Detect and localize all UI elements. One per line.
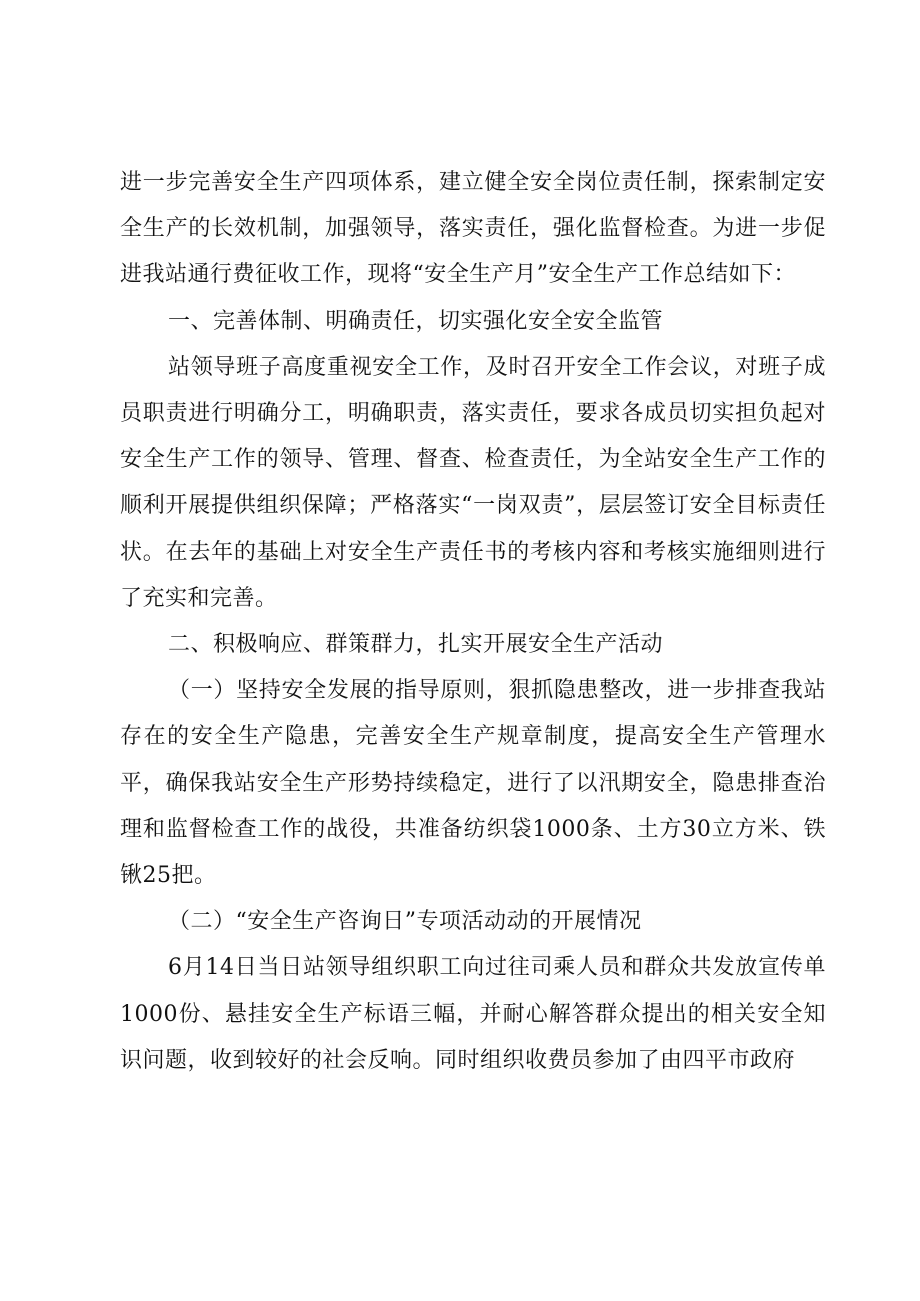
subsection-1-paragraph: （一）坚持安全发展的指导原则，狠抓隐患整改，进一步排查我站存在的安全生产隐患，完善安全生产规章制度，提高安全生产管理水平，确保我站安全生产形势持续稳定，进行了以汛期安全，隐患排查治理和监督检查工作的战役，共准备纺织袋1000条、土方30立方米、铁锹25把。 — [120, 678, 826, 889]
intro-paragraph: 进一步完善安全生产四项体系，建立健全安全岗位责任制，探索制定安全生产的长效机制，加强领导，落实责任，强化监督检查。为进一步促进我站通行费征收工作，现将“安全生产月”安全生产工作总结如下： — [120, 170, 826, 288]
subsection-2-paragraph: 6月14日当日站领导组织职工向过往司乘人员和群众共发放宣传单1000份、悬挂安全生产标语三幅，并耐心解答群众提出的相关安全知识问题，收到较好的社会反响。同时组织收费员参加了由四平市政府 — [120, 955, 826, 1073]
section-heading-1: 一、完善体制、明确责任，切实强化安全安全监管 — [168, 308, 664, 334]
subsection-heading-2: （二）“安全生产咨询日”专项活动动的开展情况 — [168, 909, 642, 935]
section-heading-2: 二、积极响应、群策群力，扎实开展安全生产活动 — [168, 632, 664, 658]
document-body — [120, 160, 826, 1084]
section-1-paragraph: 站领导班子高度重视安全工作，及时召开安全工作会议，对班子成员职责进行明确分工，明确职责，落实责任，要求各成员切实担负起对安全生产工作的领导、管理、督查、检查责任，为全站安全生产工作的顺利开展提供组织保障；严格落实“一岗双责”，层层签订安全目标责任状。在去年的基础上对安全生产责任书的考核内容和考核实施细则进行了充实和完善。 — [120, 354, 826, 611]
